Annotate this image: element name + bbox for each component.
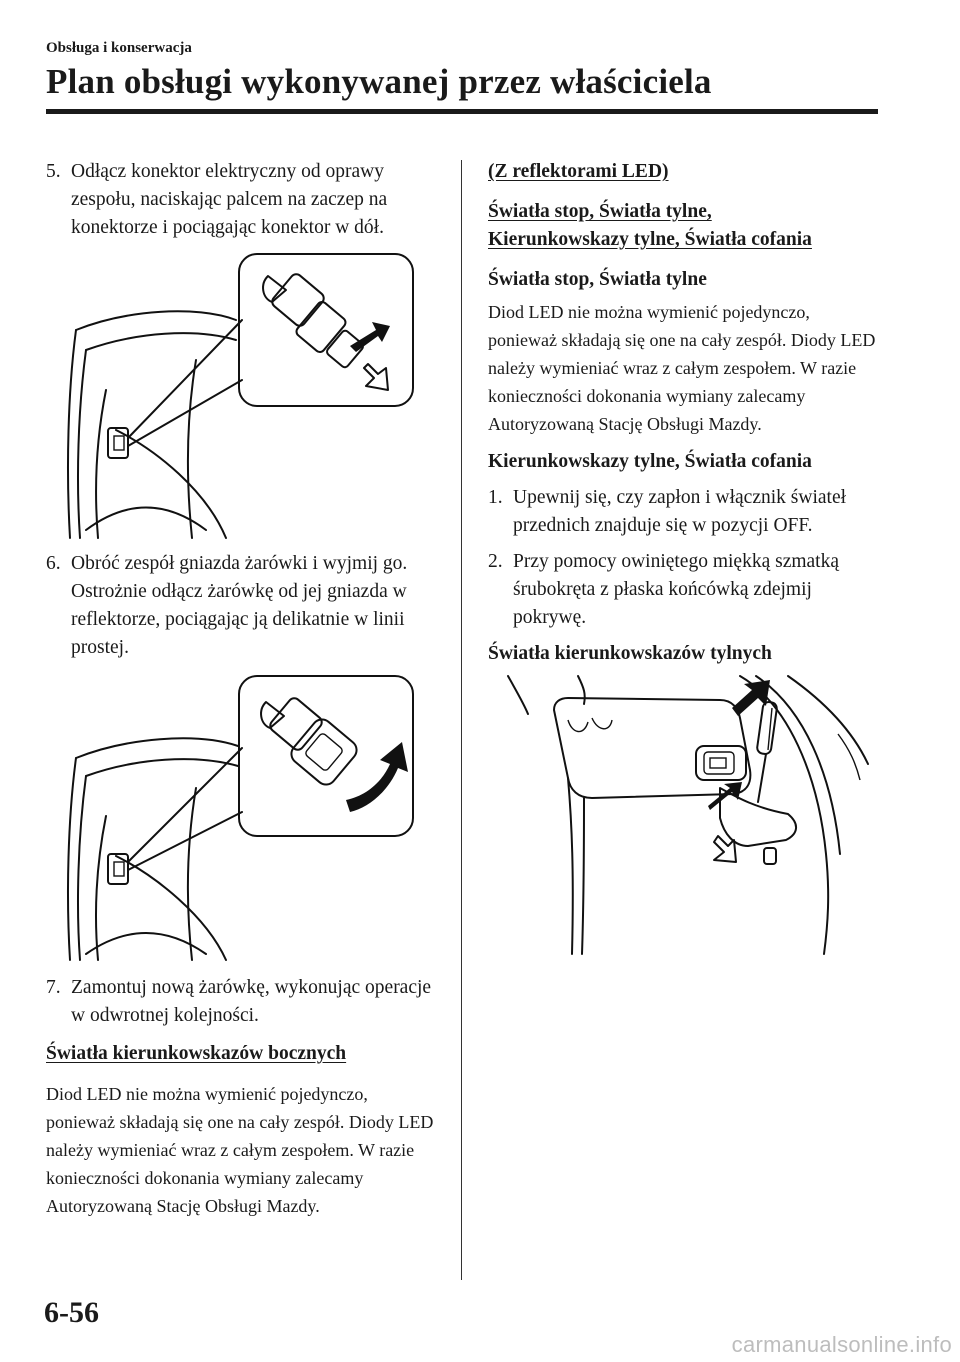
step-2: [488, 548, 880, 632]
step-number: 7.: [46, 977, 61, 998]
step-6: [46, 550, 438, 662]
stop-lights-heading: Światła stop, Światła tylne: [488, 269, 707, 290]
step-text: Upewnij się, czy zapłon i włącznik świateł przednich znajduje się w pozycji OFF.: [513, 487, 847, 536]
step-number: 1.: [488, 487, 503, 508]
bulb-socket-rotation-illustration: [46, 672, 436, 962]
turn-reverse-heading: Kierunkowskazy tylne, Światła cofania: [488, 451, 812, 472]
connector-removal-illustration: [46, 250, 436, 540]
step-7: [46, 974, 438, 1030]
group-heading-line-2: Kierunkowskazy tylne, Światła cofania: [488, 229, 812, 250]
step-text: Zamontuj nową żarówkę, wykonując operacje w odwrotnej kolejności.: [71, 977, 432, 1026]
column-divider: [461, 160, 462, 1280]
step-text: Przy pomocy owiniętego miękką szmatką śrubokręta z płaska końcówką zdejmij pokrywę.: [513, 551, 839, 628]
step-5: [46, 158, 438, 242]
step-text: Obróć zespół gniazda żarówki i wyjmij go. Ostrożnie odłącz żarówkę od jej gniazda w reflektorze, pociągając ją delikatnie w linii prostej.: [71, 553, 408, 658]
rear-turn-heading: Światła kierunkowskazów tylnych: [488, 643, 772, 664]
step-text: Odłącz konektor elektryczny od oprawy zespołu, naciskając palcem na zaczep na konektorze i pociągając konektor w dół.: [71, 161, 388, 238]
side-indicators-text: Diod LED nie można wymienić pojedynczo, ponieważ składają się one na cały zespół. Diody LED należy wymieniać wraz z całym zespołem. W razie konieczności dokonania wymiany zalecamy Autoryzowaną Stację Obsługi Mazdy.: [46, 1084, 434, 1216]
step-number: 6.: [46, 553, 61, 574]
section-label: Obsługa i konserwacja: [46, 40, 192, 56]
page-number: 6-56: [44, 1296, 99, 1329]
watermark[interactable]: carmanualsonline.info: [731, 1332, 952, 1357]
right-column: [488, 158, 880, 956]
cover-removal-illustration: [488, 674, 878, 956]
stop-lights-text: Diod LED nie można wymienić pojedynczo, ponieważ składają się one na cały zespół. Diody LED należy wymieniać wraz z całym zespołem. W razie konieczności dokonania wymiany zalecamy Autoryzowaną Stację Obsługi Mazdy.: [488, 302, 876, 434]
led-heading: (Z reflektorami LED): [488, 161, 669, 182]
title-rule: [46, 109, 878, 114]
page-title: Plan obsługi wykonywanej przez właściciela: [46, 62, 712, 101]
step-number: 2.: [488, 551, 503, 572]
step-number: 5.: [46, 161, 61, 182]
group-heading-line-1: Światła stop, Światła tylne,: [488, 201, 712, 222]
left-column: [46, 158, 438, 1230]
step-1: [488, 484, 880, 540]
side-indicators-heading: Światła kierunkowskazów bocznych: [46, 1043, 347, 1064]
